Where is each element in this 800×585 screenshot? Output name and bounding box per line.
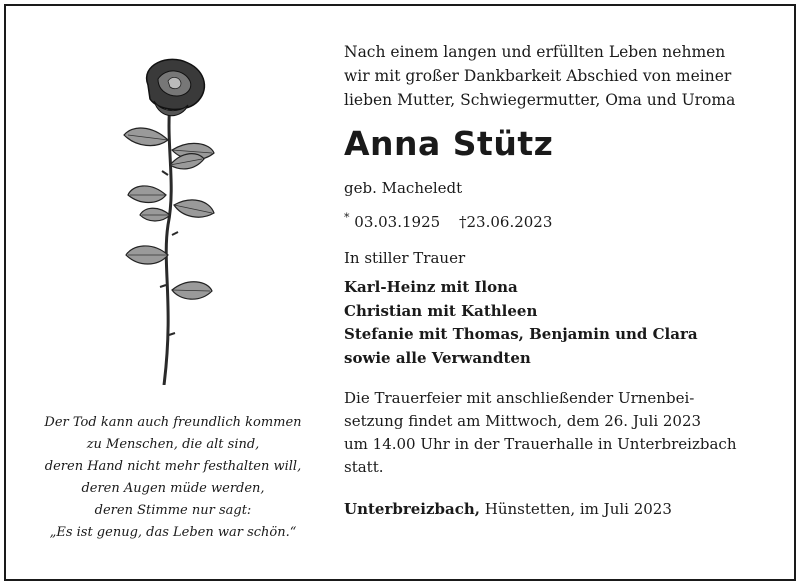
poem-line: deren Augen müde werden, bbox=[81, 481, 265, 496]
service-line: um 14.00 Uhr in der Trauerhalle in Unterbreizbach bbox=[344, 435, 737, 453]
birth-date-group bbox=[344, 208, 459, 232]
closing-rest: Hünstetten, im Juli 2023 bbox=[479, 500, 672, 518]
closing-place: Unterbreizbach, bbox=[344, 500, 480, 518]
service-line: statt. bbox=[344, 458, 384, 476]
mourner-line: sowie alle Verwandten bbox=[344, 348, 531, 367]
mourner-line: Karl-Heinz mit Ilona bbox=[344, 278, 518, 296]
mourners-list bbox=[344, 276, 784, 370]
life-dates bbox=[344, 208, 784, 232]
place-date bbox=[344, 499, 784, 519]
intro-line: lieben Mutter, Schwiegermutter, Oma und Uroma bbox=[344, 91, 736, 109]
poem-line: deren Hand nicht mehr festhalten will, bbox=[44, 459, 302, 474]
mourner-line: Stefanie mit Thomas, Benjamin und Clara bbox=[344, 325, 698, 343]
rose-icon bbox=[118, 55, 228, 385]
birth-name: geb. Macheledt bbox=[344, 179, 463, 197]
intro-line: wir mit großer Dankbarkeit Abschied von meiner bbox=[344, 67, 732, 85]
intro-line: Nach einem langen und erfüllten Leben nehmen bbox=[344, 43, 726, 61]
notice-text bbox=[344, 40, 784, 519]
poem-line: deren Stimme nur sagt: bbox=[94, 503, 252, 518]
birth-date: 03.03.1925 bbox=[354, 213, 441, 231]
intro-text bbox=[344, 40, 784, 112]
mourner-line: Christian mit Kathleen bbox=[344, 301, 538, 320]
service-line: setzung findet am Mittwoch, dem 26. Juli 2023 bbox=[344, 412, 702, 430]
poem-line: zu Menschen, die alt sind, bbox=[86, 437, 260, 452]
poem-line: „Es ist genug, das Leben war schön.“ bbox=[49, 525, 297, 540]
service-info bbox=[344, 387, 784, 479]
poem bbox=[28, 412, 318, 544]
deceased-name: Anna Stütz bbox=[344, 124, 554, 163]
poem-line: Der Tod kann auch freundlich kommen bbox=[44, 415, 302, 430]
mourning-intro: In stiller Trauer bbox=[344, 249, 466, 267]
death-date: 23.06.2023 bbox=[466, 213, 553, 231]
death-cross-icon: † bbox=[459, 213, 467, 231]
birth-star-icon: * bbox=[344, 211, 350, 224]
service-line: Die Trauerfeier mit anschließender Urnenbei- bbox=[344, 389, 695, 407]
